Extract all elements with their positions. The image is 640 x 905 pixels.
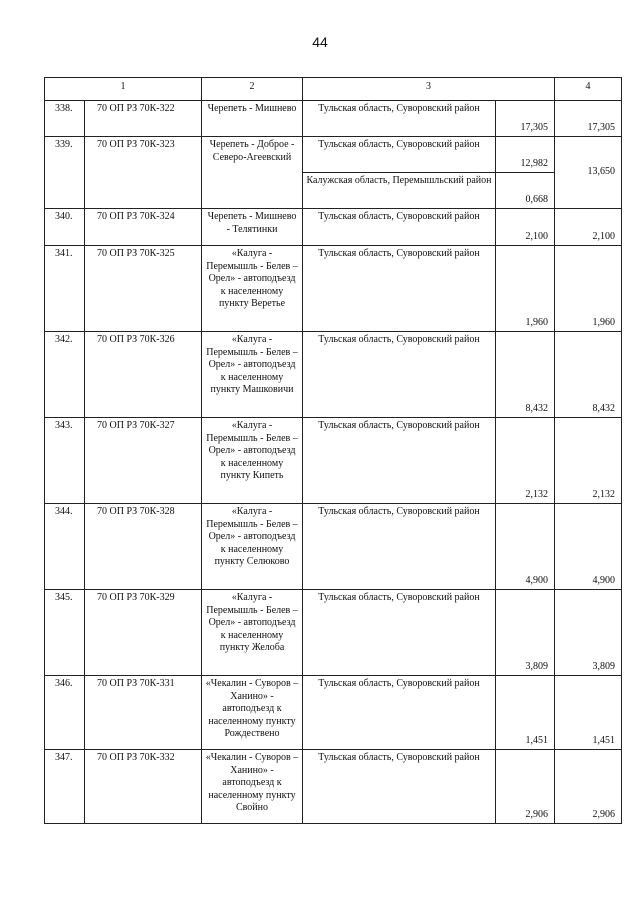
segment-length: 17,305 [496,101,555,137]
row-number: 339. [45,137,85,209]
road-code: 70 ОП РЗ 70К-327 [85,418,202,504]
header-col-1: 1 [45,78,202,101]
road-region: Калужская область, Перемышльский район [303,173,496,209]
road-code: 70 ОП РЗ 70К-331 [85,676,202,750]
table-row [45,504,622,590]
row-number: 344. [45,504,85,590]
total-length: 1,451 [555,676,622,750]
row-number: 345. [45,590,85,676]
road-name: Черепеть - Доброе - Северо-Агеевский [202,137,303,209]
row-number: 343. [45,418,85,504]
road-name: «Калуга - Перемышль - Белев – Орел» - автоподъезд к населенному пункту Селюково [202,504,303,590]
road-region: Тульская область, Суворовский район [303,137,496,173]
road-name: Черепеть - Мишнево [202,101,303,137]
total-length: 2,906 [555,750,622,824]
road-name: Черепеть - Мишнево - Телятинки [202,209,303,246]
table-row [45,590,622,676]
row-number: 341. [45,246,85,332]
segment-length: 3,809 [496,590,555,676]
road-region: Тульская область, Суворовский район [303,418,496,504]
road-code: 70 ОП РЗ 70К-323 [85,137,202,209]
road-code: 70 ОП РЗ 70К-328 [85,504,202,590]
road-name: «Калуга - Перемышль - Белев – Орел» - автоподъезд к населенному пункту Машковичи [202,332,303,418]
total-length: 8,432 [555,332,622,418]
road-code: 70 ОП РЗ 70К-326 [85,332,202,418]
header-col-3: 3 [303,78,555,101]
roads-table [44,77,622,824]
road-region: Тульская область, Суворовский район [303,101,496,137]
road-code: 70 ОП РЗ 70К-329 [85,590,202,676]
table-row [45,101,622,137]
segment-length: 0,668 [496,173,555,209]
road-name: «Калуга - Перемышль - Белев – Орел» - автоподъезд к населенному пункту Веретье [202,246,303,332]
table-row [45,332,622,418]
segment-length: 1,960 [496,246,555,332]
header-col-4: 4 [555,78,622,101]
total-length: 3,809 [555,590,622,676]
total-length: 17,305 [555,101,622,137]
total-length: 4,900 [555,504,622,590]
header-row [45,78,622,101]
segment-length: 2,100 [496,209,555,246]
row-number: 346. [45,676,85,750]
row-number: 347. [45,750,85,824]
table-row [45,246,622,332]
road-region: Тульская область, Суворовский район [303,676,496,750]
road-region: Тульская область, Суворовский район [303,504,496,590]
segment-length: 12,982 [496,137,555,173]
road-code: 70 ОП РЗ 70К-325 [85,246,202,332]
road-region: Тульская область, Суворовский район [303,246,496,332]
total-length: 2,100 [555,209,622,246]
road-code: 70 ОП РЗ 70К-324 [85,209,202,246]
total-length: 13,650 [555,137,622,209]
segment-length: 8,432 [496,332,555,418]
road-code: 70 ОП РЗ 70К-322 [85,101,202,137]
segment-length: 2,906 [496,750,555,824]
segment-length: 2,132 [496,418,555,504]
road-code: 70 ОП РЗ 70К-332 [85,750,202,824]
page-number: 44 [312,34,328,50]
road-name: «Калуга - Перемышль - Белев – Орел» - автоподъезд к населенному пункту Желоба [202,590,303,676]
segment-length: 4,900 [496,504,555,590]
total-length: 1,960 [555,246,622,332]
total-length: 2,132 [555,418,622,504]
table-row [45,209,622,246]
road-region: Тульская область, Суворовский район [303,209,496,246]
road-region: Тульская область, Суворовский район [303,750,496,824]
table-row [45,750,622,824]
road-region: Тульская область, Суворовский район [303,590,496,676]
segment-length: 1,451 [496,676,555,750]
row-number: 342. [45,332,85,418]
road-region: Тульская область, Суворовский район [303,332,496,418]
road-name: «Чекалин - Суворов – Ханино» - автоподъезд к населенному пункту Рождествено [202,676,303,750]
road-name: «Калуга - Перемышль - Белев – Орел» - автоподъезд к населенному пункту Кипеть [202,418,303,504]
header-col-2: 2 [202,78,303,101]
table-row [45,418,622,504]
road-name: «Чекалин - Суворов – Ханино» - автоподъезд к населенному пункту Свойно [202,750,303,824]
row-number: 338. [45,101,85,137]
table-row [45,137,622,173]
row-number: 340. [45,209,85,246]
table-row [45,676,622,750]
